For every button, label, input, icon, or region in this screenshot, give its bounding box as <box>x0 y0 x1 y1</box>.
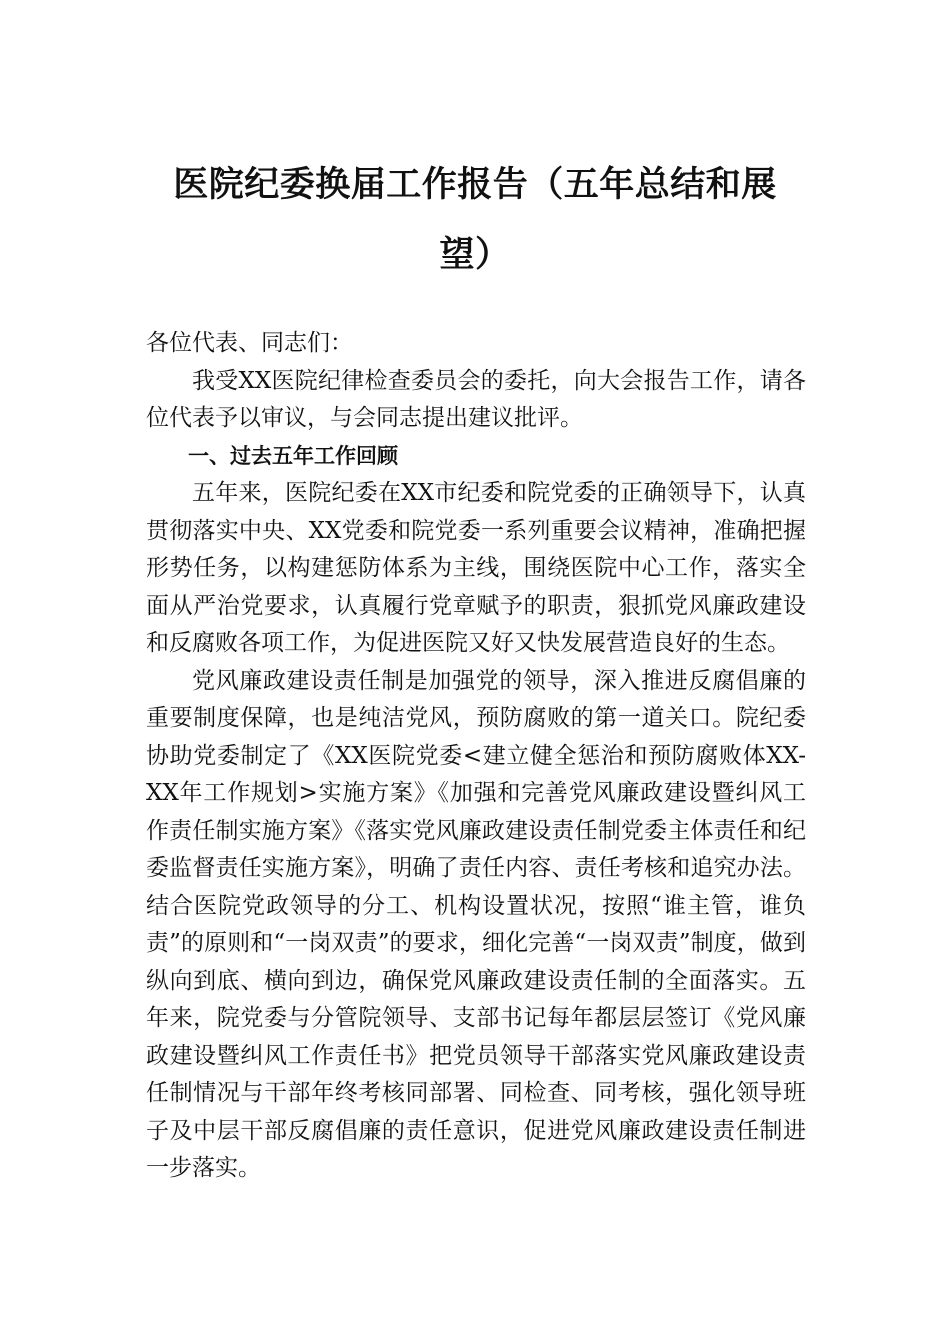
salutation: 各位代表、同志们： <box>146 330 353 356</box>
intro-paragraph: 我受XX医院纪律检查委员会的委托，向大会报告工作，请各位代表予以审议，与会同志提出建议批评。 <box>146 367 806 431</box>
body-paragraph-1: 五年来，医院纪委在XX市纪委和院党委的正确领导下，认真贯彻落实中央、XX党委和院党委一系列重要会议精神，准确把握形势任务，以构建惩防体系为主线，围绕医院中心工作，落实全面从严治党要求，认真履行党章赋予的职责，狠抓党风廉政建设和反腐败各项工作，为促进医院又好又快发展营造良好的生态。 <box>146 480 806 656</box>
document-title: 医院纪委换届工作报告（五年总结和展望） <box>173 164 777 275</box>
section-heading: 一、过去五年工作回顾 <box>188 443 398 468</box>
document-body <box>146 325 806 1188</box>
body-paragraph-2: 党风廉政建设责任制是加强党的领导，深入推进反腐倡廉的重要制度保障，也是纯洁党风，预防腐败的第一道关口。院纪委协助党委制定了《XX医院党委<建立健全惩治和预防腐败体XX-XX年工作规划>实施方案》《加强和完善党风廉政建设暨纠风工作责任制实施方案》《落实党风廉政建设责任制党委主体责任和纪委监督责任实施方案》，明确了责任内容、责任考核和追究办法。结合医院党政领导的分工、机构设置状况，按照“谁主管，谁负责”的原则和“一岗双责”的要求，细化完善“一岗双责”制度，做到纵向到底、横向到边，确保党风廉政建设责任制的全面落实。五年来，院党委与分管院领导、支部书记每年都层层签订《党风廉政建设暨纠风工作责任书》把党员领导干部落实党风廉政建设责任制情况与干部年终考核同部署、同检查、同考核，强化领导班子及中层干部反腐倡廉的责任意识，促进党风廉政建设责任制进一步落实。 <box>146 667 806 1181</box>
